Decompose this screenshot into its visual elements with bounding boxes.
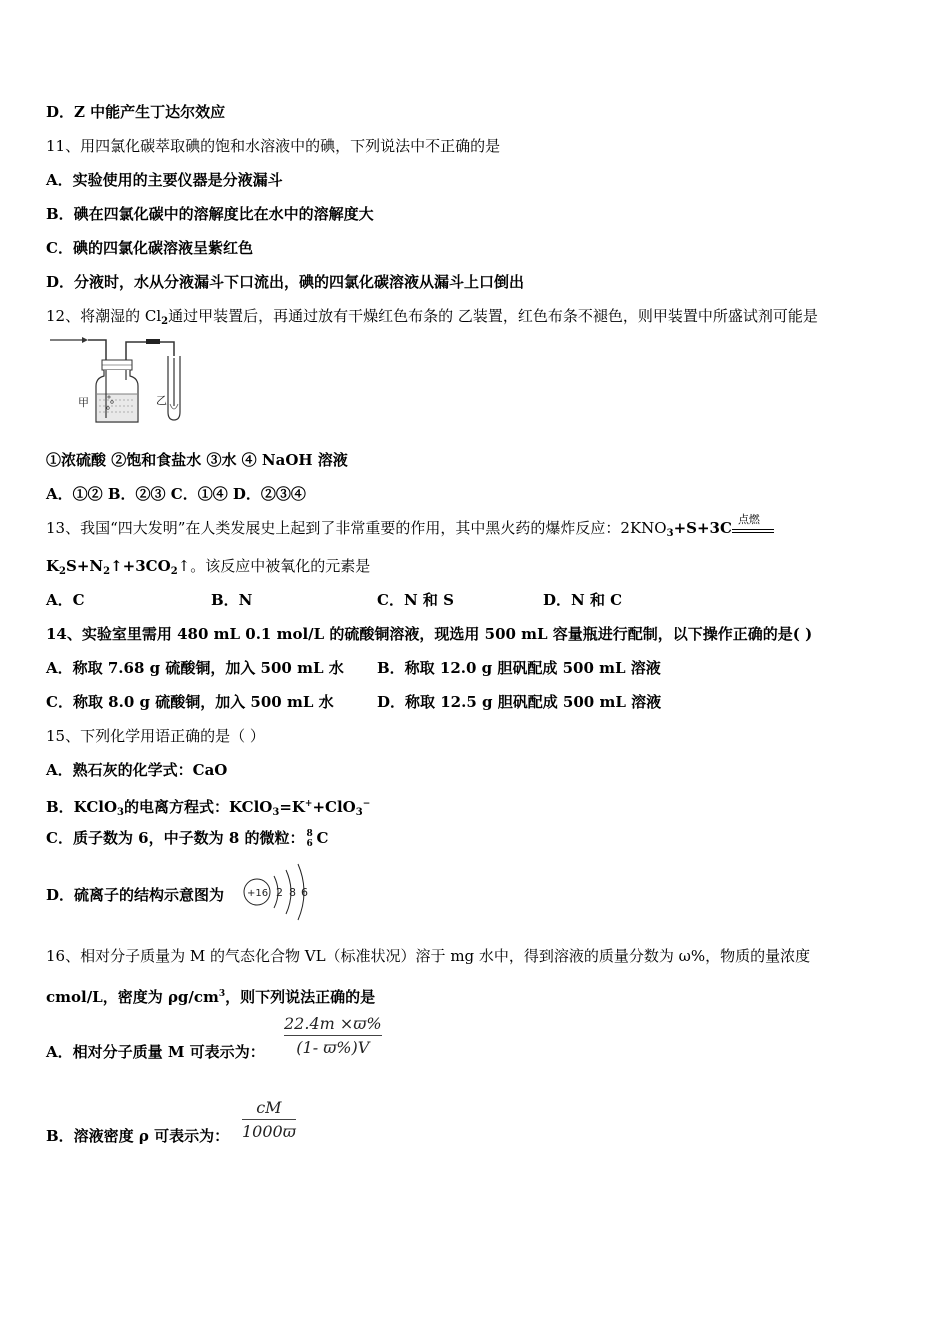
sulfur-ion-structure-diagram bbox=[240, 862, 320, 922]
fraction-b-denominator: 1000ϖ bbox=[242, 1122, 296, 1141]
q13-option-b: B．N bbox=[211, 591, 253, 609]
q14-option-b: B．称取 12.0 g 胆矾配成 500 mL 溶液 bbox=[377, 659, 661, 677]
nucleus-charge: +16 bbox=[247, 888, 269, 899]
shell-2-count: 8 bbox=[289, 886, 296, 899]
q15-b-sup: + bbox=[304, 799, 313, 809]
q13-stem bbox=[46, 513, 774, 544]
q14-option-a: A．称取 7.68 g 硫酸铜，加入 500 mL 水 bbox=[46, 659, 344, 677]
q13-prod-sub-a: 2 bbox=[59, 566, 67, 577]
label-jia: 甲 bbox=[78, 396, 89, 409]
q15-c-el: C bbox=[316, 829, 329, 847]
q11-stem-text: 11、用四氯化碳萃取碘的饱和水溶液中的碘，下列说法中不正确的是 bbox=[46, 137, 501, 155]
q13-prod-c: ↑+3CO bbox=[110, 557, 171, 575]
q16-stem-line2 bbox=[46, 984, 375, 1007]
q13-stem-text: 13、我国“四大发明”在人类发展史上起到了非常重要的作用，其中黑火药的爆炸反应：2KNO bbox=[46, 519, 667, 537]
shell-1-count: 2 bbox=[276, 886, 283, 899]
q15-stem bbox=[46, 726, 265, 746]
q13-prod-sub-c: 2 bbox=[170, 566, 178, 577]
q13-prod-sub-b: 2 bbox=[103, 566, 111, 577]
q15-b-sub2: 3 bbox=[272, 807, 280, 818]
q15-option-b bbox=[46, 794, 370, 823]
q16-fraction-a bbox=[284, 1014, 382, 1057]
q15-b-sub3: 3 bbox=[355, 807, 363, 818]
q13-prod-d: ↑。该反应中被氧化的元素是 bbox=[177, 557, 371, 575]
q16-stem2-a: cmol/L，密度为 ρg/cm bbox=[46, 988, 219, 1006]
q16-fraction-b bbox=[242, 1098, 296, 1141]
gas-washing-apparatus-diagram bbox=[46, 334, 196, 430]
q15-b-c: =K bbox=[279, 798, 305, 816]
q12-stem-sub: 2 bbox=[161, 316, 169, 327]
q13-sub3: 3 bbox=[666, 528, 674, 539]
q12-stem bbox=[46, 306, 818, 332]
q13-option-d: D．N 和 C bbox=[543, 591, 623, 609]
q15-stem-text: 15、下列化学用语正确的是（ ） bbox=[46, 727, 265, 745]
q15-option-c bbox=[46, 828, 328, 848]
fraction-a-numerator: 22.4m ×ϖ% bbox=[284, 1014, 382, 1033]
q15-c-a: C．质子数为 6，中子数为 8 的微粒： bbox=[46, 829, 305, 847]
q15-option-d: D．硫离子的结构示意图为 bbox=[46, 886, 225, 904]
q16-option-a: A．相对分子质量 M 可表示为： bbox=[46, 1043, 265, 1061]
q14-option-d: D．称取 12.5 g 胆矾配成 500 mL 溶液 bbox=[377, 693, 662, 711]
q15-option-a: A．熟石灰的化学式：CaO bbox=[46, 761, 228, 779]
q16-stem bbox=[46, 946, 810, 966]
nuclide-notation bbox=[304, 828, 316, 848]
q11-option-c: C．碘的四氯化碳溶液呈紫红色 bbox=[46, 239, 253, 257]
q12-options: A．①② B．②③ C．①④ D．②③④ bbox=[46, 485, 306, 503]
q14-stem: 14、实验室里需用 480 mL 0.1 mol/L 的硫酸铜溶液，现选用 500 mL 容量瓶进行配制，以下操作正确的是( ) bbox=[46, 625, 813, 643]
q13-prod-b: S+N bbox=[66, 557, 104, 575]
nuclide-mass: 8 bbox=[306, 829, 313, 839]
shell-3-count: 6 bbox=[301, 886, 308, 899]
reaction-condition: 点燃 bbox=[737, 513, 760, 526]
q16-option-b: B．溶液密度 ρ 可表示为： bbox=[46, 1127, 230, 1145]
q15-b-a: B．KClO bbox=[46, 798, 118, 816]
q13-option-a: A．C bbox=[46, 591, 85, 609]
q11-option-a: A．实验使用的主要仪器是分液漏斗 bbox=[46, 171, 283, 189]
label-yi: 乙 bbox=[156, 394, 167, 407]
q15-b-b: 的电离方程式：KClO bbox=[124, 798, 273, 816]
q16-stem-text: 16、相对分子质量为 M 的气态化合物 VL（标准状况）溶于 mg 水中，得到溶液的质量分数为 ω%，物质的量浓度 bbox=[46, 947, 811, 965]
q16-stem2-b: ，则下列说法正确的是 bbox=[225, 988, 376, 1006]
q13-products bbox=[46, 556, 370, 582]
q15-b-sub: 3 bbox=[117, 807, 124, 818]
q11-option-d: D．分液时，水从分液漏斗下口流出，碘的四氯化碳溶液从漏斗上口倒出 bbox=[46, 273, 525, 291]
q13-stem-end: +S+3C bbox=[673, 519, 732, 537]
reaction-arrow bbox=[732, 513, 774, 538]
nuclide-proton: 6 bbox=[306, 839, 313, 849]
q12-stem-a: 12、将潮湿的 Cl bbox=[46, 307, 162, 325]
q12-stem-b: 通过甲装置后，再通过放有干燥红色布条的 乙装置，红色布条不褪色，则甲装置中所盛试剂可能是 bbox=[168, 307, 818, 325]
fraction-a-denominator: (1- ϖ%)V bbox=[296, 1038, 370, 1057]
q13-option-c: C．N 和 S bbox=[377, 591, 454, 609]
q11-option-b: B．碘在四氯化碳中的溶解度比在水中的溶解度大 bbox=[46, 205, 374, 223]
q13-prod-a: K bbox=[46, 557, 60, 575]
q15-b-sup2: − bbox=[362, 799, 371, 809]
q10-option-d: D．Z 中能产生丁达尔效应 bbox=[46, 103, 226, 121]
q11-stem bbox=[46, 136, 500, 156]
q14-option-c: C．称取 8.0 g 硫酸铜，加入 500 mL 水 bbox=[46, 693, 334, 711]
q12-reagents: ①浓硫酸 ②饱和食盐水 ③水 ④ NaOH 溶液 bbox=[46, 451, 348, 469]
q16-stem2-sup: 3 bbox=[218, 989, 226, 999]
fraction-b-numerator: cM bbox=[256, 1098, 282, 1117]
q15-b-d: +ClO bbox=[312, 798, 356, 816]
